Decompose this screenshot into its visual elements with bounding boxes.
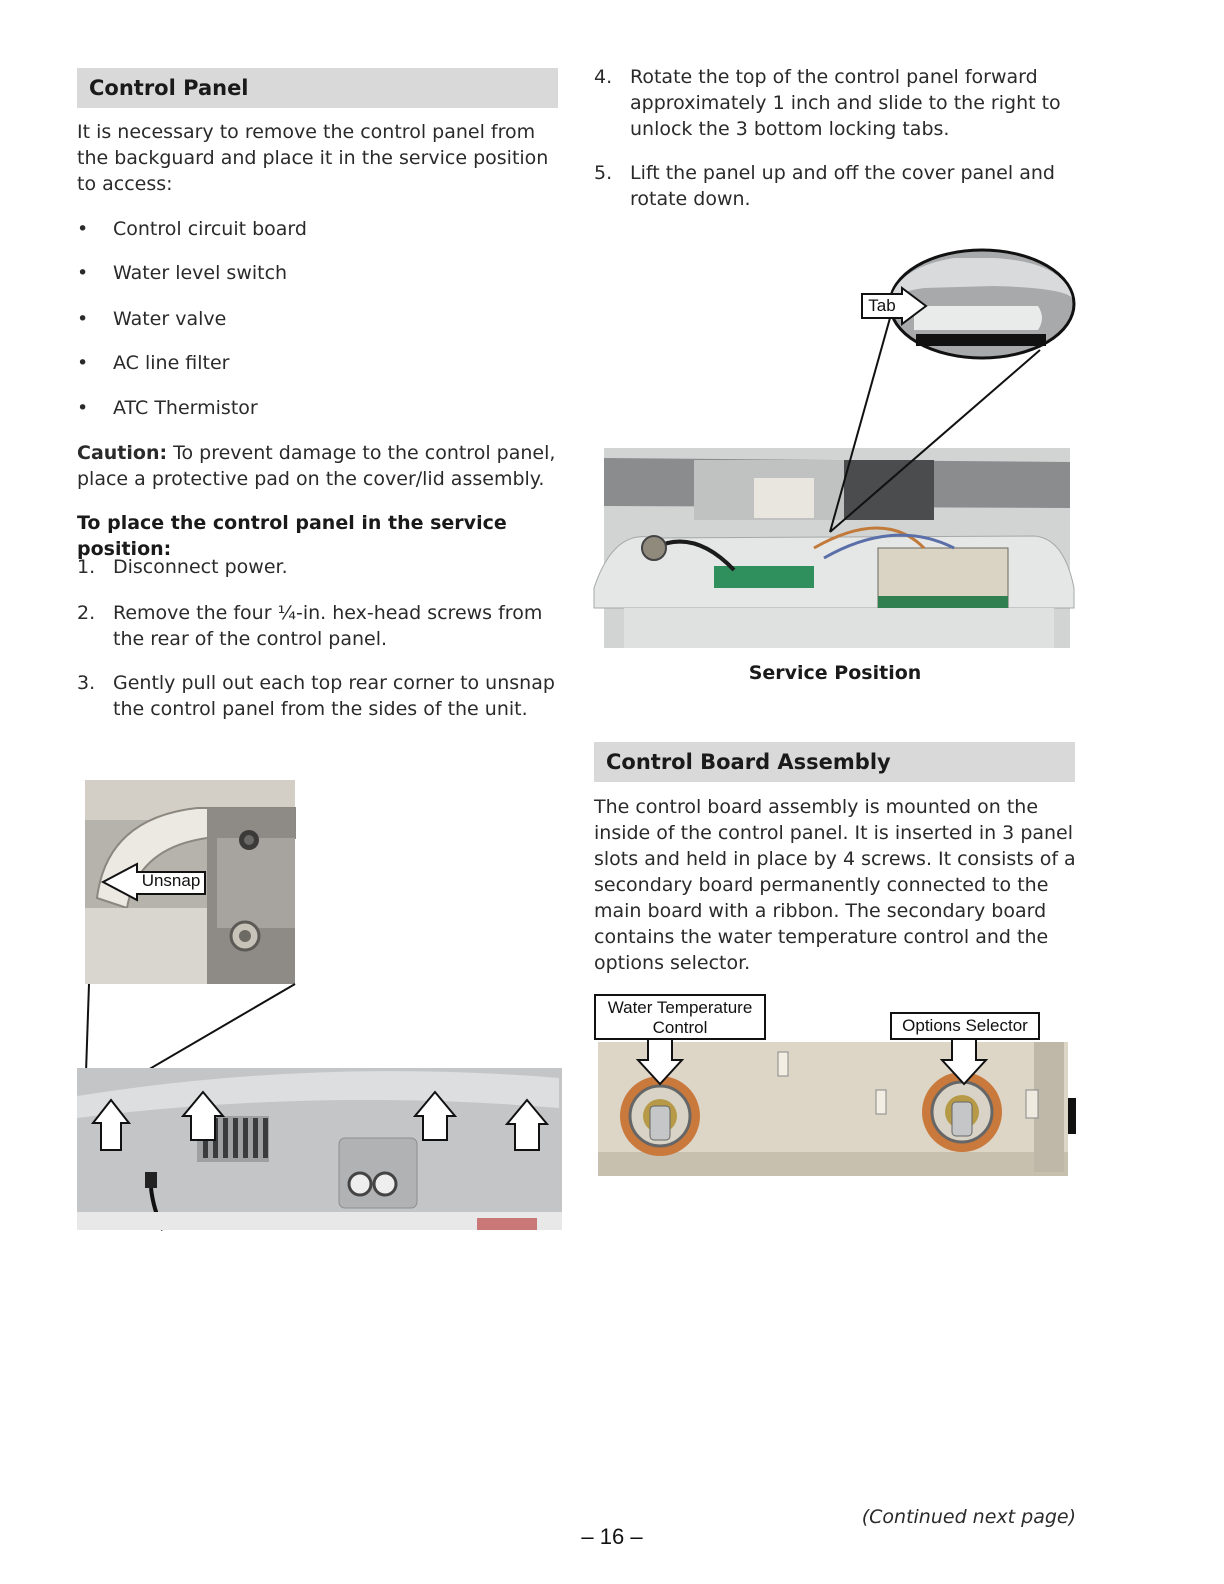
step-text: Disconnect power. <box>113 556 288 578</box>
bullet-dot: • <box>77 308 89 330</box>
figure-control-board <box>594 992 1076 1182</box>
backguard-photo <box>77 778 562 1230</box>
list-item-text: Water level switch <box>113 262 288 284</box>
continued-note: (Continued next page) <box>861 1506 1076 1528</box>
intro-paragraph: It is necessary to remove the control panel from the backguard and place it in the service position to access: <box>77 121 549 195</box>
step-text: Remove the four ¼-in. hex-head screws from the rear of the control panel. <box>113 602 543 650</box>
list-item <box>77 216 557 242</box>
step-number: 5. <box>594 162 613 184</box>
caution-label: Caution: <box>77 442 168 464</box>
step-text: Rotate the top of the control panel forward approximately 1 inch and slide to the right to unlock the 3 bottom locking tabs. <box>630 66 1061 140</box>
figure-service-position <box>594 248 1076 650</box>
list-item <box>77 260 557 286</box>
unsnap-callout-label: Unsnap <box>141 871 201 890</box>
water-temperature-control-callout: Water Temperature Control <box>594 994 766 1040</box>
bullet-dot: • <box>77 352 89 374</box>
step-number: 4. <box>594 66 613 88</box>
list-item <box>77 350 557 376</box>
tab-callout-label: Tab <box>868 296 896 315</box>
list-item-text: AC line filter <box>113 352 230 374</box>
control-board-paragraph: The control board assembly is mounted on the inside of the control panel. It is inserted in 3 panel slots and held in place by 4 screws. It consists of a secondary board permanently connected to the main board with a ribbon. The secondary board contains the water temperature control and the options selector. <box>594 796 1076 974</box>
step-number: 2. <box>77 602 96 624</box>
step-number: 1. <box>77 556 96 578</box>
figure-caption-service-position: Service Position <box>748 662 922 684</box>
options-selector-callout: Options Selector <box>890 1012 1040 1040</box>
bullet-dot: • <box>77 397 89 419</box>
section-heading-control-panel: Control Panel <box>77 68 558 108</box>
caution-text: To prevent damage to the control panel, place a protective pad on the cover/lid assembly. <box>77 442 556 490</box>
step-text: Lift the panel up and off the cover panel and rotate down. <box>630 162 1055 210</box>
step-text: Gently pull out each top rear corner to unsnap the control panel from the sides of the unit. <box>113 672 555 720</box>
list-item-text: Control circuit board <box>113 218 307 240</box>
list-item <box>77 306 557 332</box>
step-number: 3. <box>77 672 96 694</box>
step-item <box>77 554 562 580</box>
caution-paragraph <box>77 440 562 492</box>
step-item <box>77 670 562 722</box>
step-item <box>77 600 562 652</box>
list-item-text: Water valve <box>113 308 227 330</box>
bullet-dot: • <box>77 218 89 240</box>
page-number: – 16 – <box>581 1524 643 1549</box>
figure-backguard-unsnap <box>77 778 562 1230</box>
list-item-text: ATC Thermistor <box>113 397 258 419</box>
step-item <box>594 160 1079 212</box>
service-position-photo <box>594 248 1076 650</box>
step-item <box>594 64 1079 142</box>
list-item <box>77 395 557 421</box>
section-heading-control-board-assembly: Control Board Assembly <box>594 742 1075 782</box>
procedure-heading: To place the control panel in the service position: <box>77 512 507 560</box>
bullet-dot: • <box>77 262 89 284</box>
